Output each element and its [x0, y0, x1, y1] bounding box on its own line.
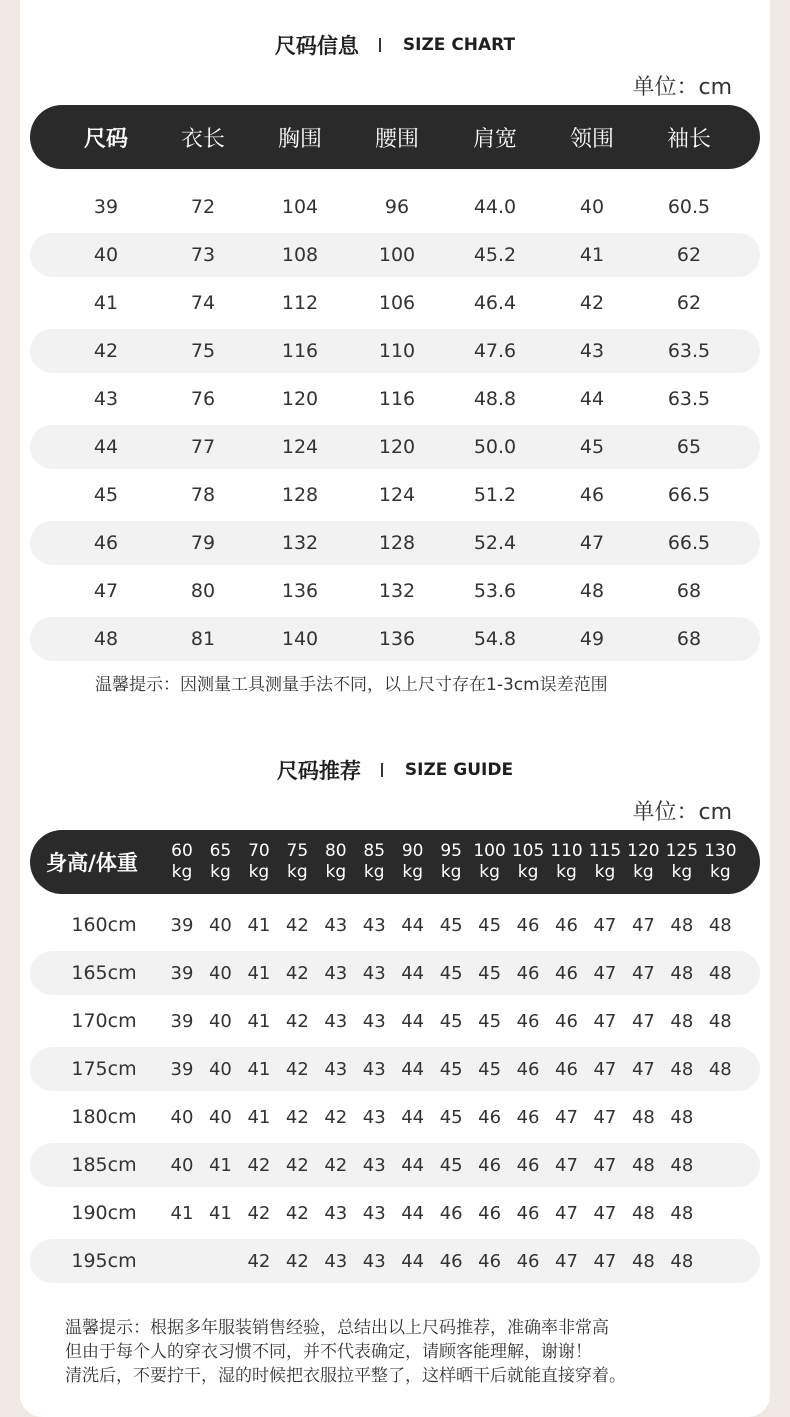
size-cell: 42 [285, 1202, 309, 1224]
size-cell: 47 [555, 1202, 578, 1224]
weight-header [239, 830, 279, 894]
weight-value: 70 [248, 841, 270, 861]
size-cell: 47 [555, 1154, 578, 1176]
table-row [30, 1191, 760, 1235]
size-cell: 42 [324, 1154, 348, 1176]
table-cell: 44.0 [473, 196, 517, 218]
weight-unit: kg [287, 862, 308, 882]
weight-unit: kg [402, 862, 423, 882]
weight-value: 60 [171, 841, 193, 861]
size-cell: 46 [555, 1058, 578, 1080]
table-cell: 44 [579, 388, 605, 410]
size-cell: 42 [285, 1154, 309, 1176]
table-row [30, 185, 760, 229]
weight-value: 65 [209, 841, 232, 861]
size-cell: 46 [516, 1106, 540, 1128]
weight-header [354, 830, 394, 894]
size-cell: 48 [708, 1010, 732, 1032]
table-cell: 81 [190, 628, 216, 650]
size-cell: 47 [555, 1250, 578, 1272]
size-cell: 39 [170, 1010, 194, 1032]
table-cell: 46 [93, 532, 119, 554]
table-row [30, 903, 760, 947]
size-chart-title-en: SIZE CHART [402, 35, 516, 55]
column-header: 腰围 [374, 126, 419, 152]
size-cell: 46 [516, 1202, 540, 1224]
table-cell: 41 [93, 292, 119, 314]
size-cell: 46 [439, 1202, 463, 1224]
table-row [30, 425, 760, 469]
table-cell: 47 [93, 580, 119, 602]
table-cell: 45 [93, 484, 119, 506]
table-cell: 48 [93, 628, 119, 650]
size-cell: 43 [324, 1202, 348, 1224]
size-cell [700, 1095, 740, 1139]
size-cell: 41 [247, 1106, 271, 1128]
size-cell: 43 [362, 1154, 386, 1176]
weight-value: 95 [440, 841, 462, 861]
size-cell: 42 [247, 1202, 271, 1224]
size-cell: 45 [478, 1058, 502, 1080]
table-cell: 110 [378, 340, 416, 362]
table-row [30, 377, 760, 421]
weight-header [431, 830, 471, 894]
table-cell: 128 [281, 484, 319, 506]
size-cell: 43 [362, 1202, 386, 1224]
size-cell: 43 [324, 914, 348, 936]
table-cell: 132 [378, 580, 416, 602]
size-cell: 48 [670, 1058, 694, 1080]
table-cell: 45 [579, 436, 605, 458]
height-label: 160cm [71, 914, 137, 936]
size-cell: 43 [362, 914, 386, 936]
weight-header [700, 830, 740, 894]
table-cell: 54.8 [473, 628, 517, 650]
size-cell: 46 [555, 1010, 578, 1032]
size-cell: 46 [555, 962, 578, 984]
table-cell: 51.2 [473, 484, 517, 506]
size-cell [700, 1143, 740, 1187]
weight-unit: kg [633, 862, 654, 882]
size-cell: 42 [285, 962, 309, 984]
size-cell: 48 [670, 1154, 694, 1176]
size-cell: 39 [170, 1058, 194, 1080]
size-cell: 44 [401, 914, 425, 936]
table-cell: 77 [190, 436, 216, 458]
weight-value: 125 [665, 841, 699, 861]
size-cell: 43 [362, 1010, 386, 1032]
weight-unit: kg [671, 862, 693, 882]
size-cell: 48 [631, 1106, 655, 1128]
size-cell: 45 [439, 914, 463, 936]
weight-header [623, 830, 663, 894]
table-cell: 42 [579, 292, 605, 314]
table-cell: 116 [281, 340, 319, 362]
table-cell: 46 [579, 484, 605, 506]
size-cell: 40 [208, 914, 232, 936]
size-cell: 47 [593, 1154, 617, 1176]
size-cell: 40 [170, 1154, 194, 1176]
size-cell: 46 [439, 1250, 463, 1272]
table-row [30, 569, 760, 613]
size-cell: 45 [439, 962, 463, 984]
size-cell: 46 [516, 962, 540, 984]
size-cell: 44 [401, 1106, 425, 1128]
column-header: 胸围 [277, 126, 322, 152]
size-cell: 40 [208, 1010, 232, 1032]
size-cell: 47 [593, 962, 617, 984]
table-cell: 75 [190, 340, 216, 362]
column-header: 肩宽 [472, 126, 517, 152]
column-header: 衣长 [180, 126, 225, 152]
table-row [30, 617, 760, 661]
size-cell: 42 [324, 1106, 348, 1128]
table-cell: 112 [281, 292, 319, 314]
table-cell: 78 [190, 484, 216, 506]
table-row [30, 951, 760, 995]
table-row [30, 521, 760, 565]
table-cell: 79 [190, 532, 216, 554]
size-cell: 48 [631, 1202, 655, 1224]
size-cell: 46 [516, 1250, 540, 1272]
size-chart-title-cn: 尺码信息 [274, 34, 359, 58]
table-row [30, 1143, 760, 1187]
table-cell: 46.4 [473, 292, 517, 314]
table-cell: 120 [378, 436, 416, 458]
table-cell: 62 [676, 292, 702, 314]
size-cell: 48 [631, 1250, 655, 1272]
size-guide-title-cn: 尺码推荐 [276, 759, 361, 783]
table-cell: 106 [378, 292, 416, 314]
table-cell: 108 [281, 244, 319, 266]
table-cell: 47 [579, 532, 605, 554]
column-header: 领围 [569, 126, 614, 152]
weight-header [277, 830, 317, 894]
size-cell: 45 [478, 1010, 502, 1032]
size-cell: 41 [247, 914, 271, 936]
table-cell: 45.2 [473, 244, 517, 266]
size-cell: 47 [631, 1010, 655, 1032]
table-cell: 48 [579, 580, 605, 602]
size-cell: 48 [670, 914, 694, 936]
size-cell: 47 [631, 1058, 655, 1080]
size-cell: 46 [555, 914, 578, 936]
size-cell: 42 [285, 914, 309, 936]
table-cell: 120 [281, 388, 319, 410]
weight-value: 105 [511, 841, 545, 861]
weight-value: 75 [286, 841, 309, 861]
height-label: 180cm [71, 1106, 137, 1128]
size-cell: 39 [170, 914, 194, 936]
size-cell: 40 [208, 1058, 232, 1080]
size-guide-note-2: 但由于每个人的穿衣习惯不同，并不代表确定，请顾客能理解，谢谢！ [65, 1342, 592, 1362]
table-cell: 63.5 [667, 340, 711, 362]
size-cell: 41 [247, 1010, 271, 1032]
table-cell: 124 [281, 436, 319, 458]
weight-unit: kg [440, 862, 462, 882]
table-cell: 53.6 [473, 580, 517, 602]
table-cell: 49 [579, 628, 605, 650]
size-cell: 46 [516, 1058, 540, 1080]
height-label: 175cm [71, 1058, 137, 1080]
table-cell: 124 [378, 484, 416, 506]
weight-header [547, 830, 587, 894]
table-row [30, 233, 760, 277]
weight-header [316, 830, 356, 894]
table-cell: 40 [579, 196, 605, 218]
size-cell: 48 [708, 962, 732, 984]
size-chart-header [30, 105, 760, 169]
size-cell: 47 [593, 1010, 617, 1032]
table-cell: 116 [378, 388, 416, 410]
weight-value: 120 [627, 841, 660, 861]
size-cell: 46 [478, 1250, 502, 1272]
weight-unit: kg [210, 862, 231, 882]
weight-header [662, 830, 702, 894]
size-guide-header [30, 830, 760, 894]
table-cell: 47.6 [473, 340, 517, 362]
size-cell: 41 [247, 962, 271, 984]
size-cell: 47 [593, 1058, 617, 1080]
size-cell: 48 [670, 1202, 694, 1224]
size-guide-unit: 单位：cm [632, 800, 732, 825]
table-cell: 80 [190, 580, 216, 602]
size-cell: 43 [362, 1106, 386, 1128]
size-cell: 40 [170, 1106, 194, 1128]
table-cell: 104 [281, 196, 319, 218]
table-cell: 132 [281, 532, 319, 554]
table-cell: 68 [676, 628, 702, 650]
height-label: 195cm [71, 1250, 137, 1272]
size-cell: 42 [247, 1154, 271, 1176]
height-label: 190cm [71, 1202, 137, 1224]
weight-header [585, 830, 625, 894]
weight-header [508, 830, 548, 894]
height-label: 185cm [71, 1154, 137, 1176]
table-cell: 73 [190, 244, 216, 266]
size-cell: 44 [401, 1154, 425, 1176]
weight-unit: kg [363, 862, 385, 882]
weight-value: 85 [363, 841, 386, 861]
size-cell: 48 [670, 1010, 694, 1032]
table-row [30, 1047, 760, 1091]
table-row [30, 473, 760, 517]
weight-unit: kg [709, 862, 731, 882]
size-cell: 44 [401, 1010, 425, 1032]
table-cell: 40 [93, 244, 119, 266]
table-cell: 100 [378, 244, 416, 266]
size-cell [700, 1191, 740, 1235]
table-cell: 66.5 [667, 484, 711, 506]
size-cell: 47 [593, 1202, 617, 1224]
size-cell: 43 [324, 1058, 348, 1080]
size-cell: 48 [670, 962, 694, 984]
size-cell: 45 [478, 962, 502, 984]
size-cell: 41 [208, 1202, 232, 1224]
size-cell: 45 [478, 914, 502, 936]
weight-header [393, 830, 433, 894]
weight-unit: kg [325, 862, 347, 882]
table-cell: 76 [190, 388, 216, 410]
weight-value: 130 [704, 841, 737, 861]
size-cell: 45 [439, 1106, 463, 1128]
table-row [30, 999, 760, 1043]
size-cell: 47 [593, 1106, 617, 1128]
table-cell: 140 [281, 628, 319, 650]
size-chart-heading [0, 30, 790, 60]
table-cell: 43 [93, 388, 119, 410]
size-cell: 43 [324, 1010, 348, 1032]
size-cell: 43 [362, 1250, 386, 1272]
size-cell [200, 1239, 240, 1283]
table-cell: 68 [676, 580, 702, 602]
size-cell: 44 [401, 1058, 425, 1080]
table-cell: 74 [190, 292, 216, 314]
size-cell: 40 [208, 1106, 232, 1128]
size-cell: 45 [439, 1010, 463, 1032]
size-guide-heading [0, 755, 790, 785]
weight-value: 110 [550, 841, 583, 861]
size-cell: 40 [208, 962, 232, 984]
size-cell: 47 [593, 1250, 617, 1272]
table-row [30, 281, 760, 325]
table-cell: 41 [579, 244, 605, 266]
size-chart-unit: 单位：cm [632, 75, 732, 100]
weight-header [470, 830, 510, 894]
table-cell: 128 [378, 532, 416, 554]
weight-unit: kg [556, 862, 577, 882]
weight-value: 90 [401, 841, 424, 861]
table-cell: 42 [93, 340, 119, 362]
size-cell: 48 [708, 1058, 732, 1080]
size-cell: 41 [170, 1202, 194, 1224]
size-cell: 43 [324, 962, 348, 984]
table-row [30, 1239, 760, 1283]
weight-unit: kg [479, 862, 500, 882]
table-cell: 44 [93, 436, 119, 458]
size-cell: 46 [516, 914, 540, 936]
column-header: 袖长 [666, 126, 711, 152]
table-cell: 52.4 [473, 532, 517, 554]
height-label: 165cm [71, 962, 137, 984]
corner-label: 身高/体重 [46, 851, 138, 875]
weight-header [162, 830, 202, 894]
size-cell: 48 [670, 1106, 694, 1128]
size-cell: 42 [285, 1010, 309, 1032]
size-cell: 43 [324, 1250, 348, 1272]
weight-unit: kg [248, 862, 270, 882]
size-cell: 46 [516, 1154, 540, 1176]
table-cell: 136 [378, 628, 416, 650]
table-cell: 60.5 [667, 196, 711, 218]
table-cell: 136 [281, 580, 319, 602]
weight-value: 80 [324, 841, 347, 861]
table-cell: 96 [384, 196, 410, 218]
height-label: 170cm [71, 1010, 137, 1032]
size-guide-title-en: SIZE GUIDE [404, 760, 514, 780]
size-cell: 44 [401, 962, 425, 984]
table-cell: 43 [579, 340, 605, 362]
size-cell: 43 [362, 962, 386, 984]
table-cell: 63.5 [667, 388, 711, 410]
size-cell: 48 [631, 1154, 655, 1176]
size-cell: 44 [401, 1250, 425, 1272]
size-cell [700, 1239, 740, 1283]
table-cell: 48.8 [473, 388, 517, 410]
size-cell: 47 [631, 914, 655, 936]
size-guide-note-1: 温馨提示：根据多年服装销售经验，总结出以上尺码推荐，准确率非常高 [65, 1318, 609, 1338]
size-cell: 46 [478, 1106, 502, 1128]
weight-unit: kg [517, 862, 539, 882]
size-cell: 42 [285, 1250, 309, 1272]
size-cell: 39 [170, 962, 194, 984]
size-chart-note: 温馨提示：因测量工具测量手法不同，以上尺寸存在1-3cm误差范围 [95, 675, 608, 695]
size-cell: 46 [478, 1202, 502, 1224]
weight-header [200, 830, 240, 894]
size-cell: 47 [555, 1106, 578, 1128]
size-cell: 45 [439, 1058, 463, 1080]
size-cell: 46 [516, 1010, 540, 1032]
size-cell: 47 [593, 914, 617, 936]
table-cell: 72 [190, 196, 216, 218]
table-cell: 50.0 [473, 436, 517, 458]
size-cell: 46 [478, 1154, 502, 1176]
size-cell: 42 [247, 1250, 271, 1272]
table-cell: 66.5 [667, 532, 711, 554]
weight-value: 100 [473, 841, 506, 861]
size-cell: 42 [285, 1058, 309, 1080]
size-cell: 48 [708, 914, 732, 936]
size-cell: 41 [247, 1058, 271, 1080]
size-guide-note-3: 清洗后，不要拧干，湿的时候把衣服拉平整了，这样晒干后就能直接穿着。 [65, 1366, 626, 1386]
size-cell: 43 [362, 1058, 386, 1080]
column-header: 尺码 [83, 126, 128, 152]
table-cell: 62 [676, 244, 702, 266]
title-separator [381, 763, 383, 777]
size-cell: 48 [670, 1250, 694, 1272]
table-row [30, 329, 760, 373]
table-row [30, 1095, 760, 1139]
size-cell: 41 [208, 1154, 232, 1176]
size-cell: 42 [285, 1106, 309, 1128]
weight-value: 115 [588, 841, 622, 861]
size-cell: 47 [631, 962, 655, 984]
weight-unit: kg [171, 862, 193, 882]
weight-unit: kg [594, 862, 616, 882]
table-cell: 65 [676, 436, 702, 458]
size-cell: 45 [439, 1154, 463, 1176]
size-cell: 44 [401, 1202, 425, 1224]
title-separator [379, 38, 381, 52]
table-cell: 39 [93, 196, 119, 218]
size-cell [162, 1239, 202, 1283]
